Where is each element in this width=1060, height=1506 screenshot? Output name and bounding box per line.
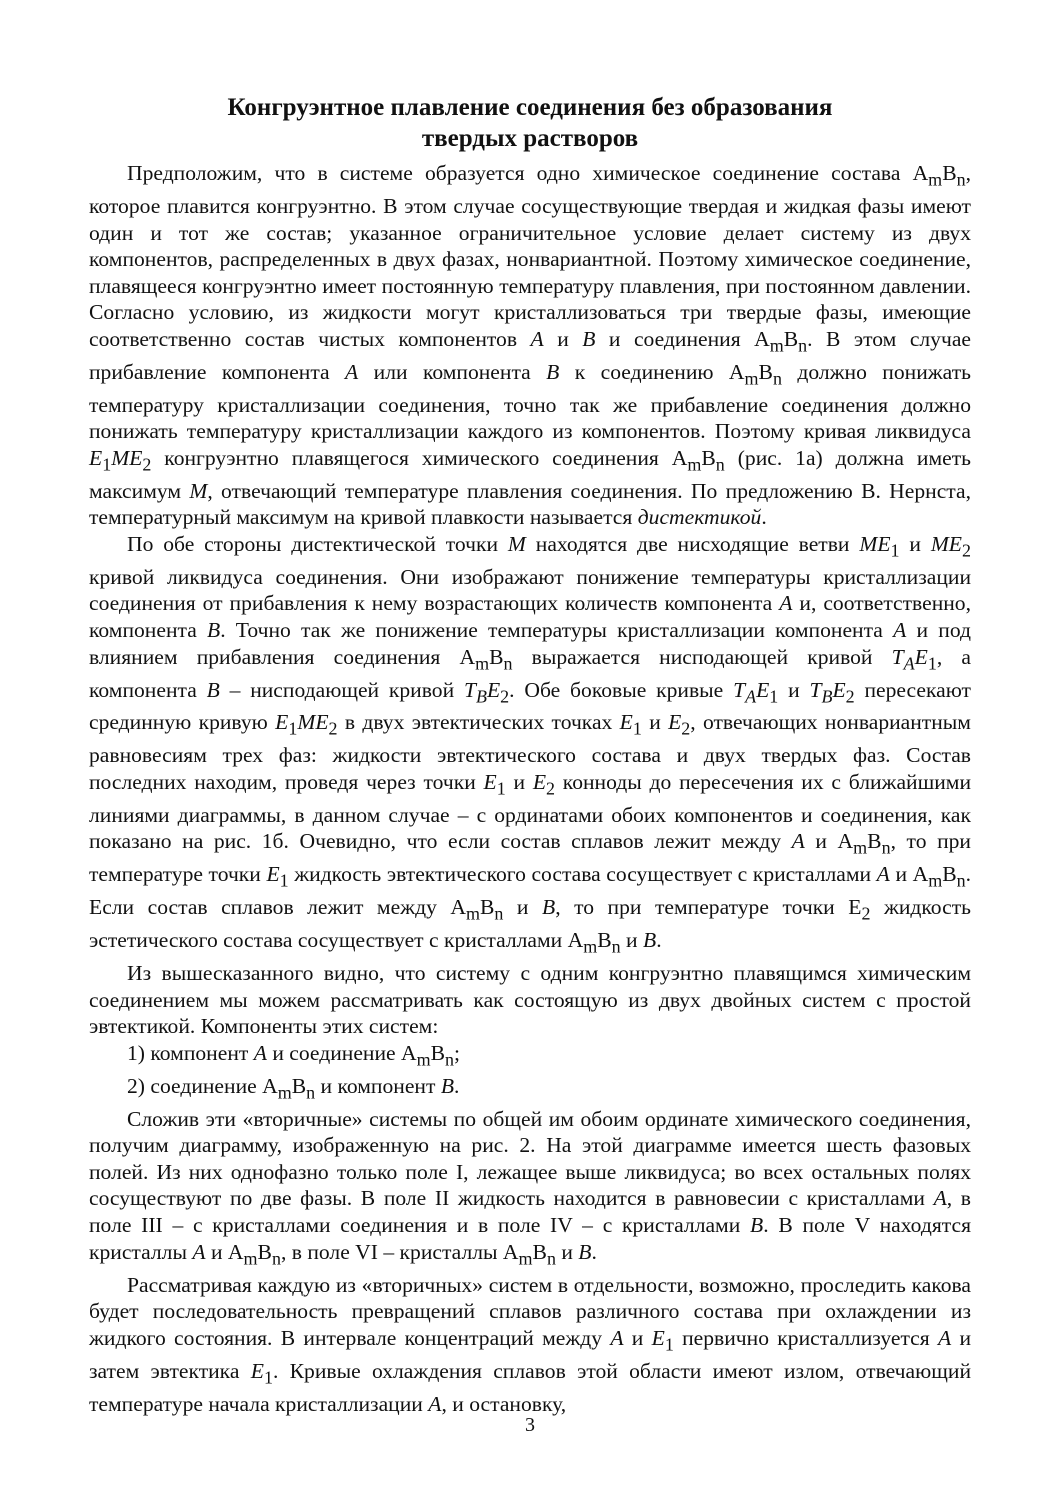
paragraph-two-systems: Из вышесказанного видно, что систему с одним конгруэнтно плавящимся химическим соединением мы можем рассматривать как состоящую из двух двойных систем с простой эвтектикой. Компоненты этих систем: — [89, 961, 971, 1039]
section-title-line-1: Конгруэнтное плавление соединения без образования — [227, 94, 833, 121]
paragraph-cooling-sequence: Рассматривая каждую из «вторичных» систем в отдельности, возможно, проследить какова будет последовательность превращений сплавов различного состава при охлаждении из жидкого состояния. В интервале концентраций между A и $E_1$ первично кристаллизуется A и затем эвтектика $E_1$. Кривые охлаждения сплавов этой области имеют излом, отвечающий температуре начала кристаллизации A, и остановку, — [89, 1272, 971, 1416]
section-title — [89, 92, 971, 154]
page-number: 3 — [525, 1414, 535, 1436]
paragraph-phase-fields: Сложив эти «вторичные» системы по общей им обоим ординате химического соединения, получим диаграмму, изображенную на рис. 2. На этой диаграмме имеется шесть фазовых полей. Из них однофазно только поле I, лежащее выше ликвидуса; во всех остальных полях сосуществуют по две фазы. В поле II жидкость находится в равновесии с кристаллами A, в поле III – с кристаллами соединения и в поле IV – с кристаллами B. В поле V находятся кристаллы A и $A_mB_n$, в поле VI – кристаллы $A_mB_n$ и B. — [89, 1106, 971, 1268]
list-item-2: 2) соединение $A_mB_n$ и компонент B. — [127, 1073, 460, 1103]
paragraph-distectic-branches: По обе стороны дистектической точки M находятся две нисходящие ветви $ME_1$ и $ME_2$ кривой ликвидуса соединения. Они изображают понижение температуры кристаллизации соединения от прибавления к нему возрастающих количеств компонента A и, соответственно, компонента B. Точно так же понижение температуры кристаллизации компонента A и под влиянием прибавления соединения $A_mB_n$ выражается нисподающей кривой $T_AE_1$, а компонента B – нисподающей кривой $T_BE_2$. Обе боковые кривые $T_AE_1$ и $T_BE_2$ пересекают срединную кривую $E_1ME_2$ в двух эвтектических точках $E_1$ и $E_2$, отвечающих нонвариантным равновесиям трех фаз: жидкости эвтектического состава и двух твердых фаз. Состав последних находим, проведя через точки $E_1$ и $E_2$ конноды до пересечения их с ближайшими линиями диаграммы, в данном случае – с ординатами обоих компонентов и соединения, как показано на рис. 1б. Очевидно, что если состав сплавов лежит между A и $A_mB_n$, то при температуре точки $E_1$ жидкость эвтектического состава сосуществует с кристаллами A и $A_mB_n$. Если состав сплавов лежит между $A_mB_n$ и B, то при температуре точки $E_2$ жидкость эстетического состава сосуществует с кристаллами $A_mB_n$ и B. — [89, 531, 972, 957]
document-page — [89, 92, 971, 1417]
paragraph-congruent-melting: Предположим, что в системе образуется одно химическое соединение состава $A_mB_n$, которое плавится конгруэнтно. В этом случае сосуществующие твердая и жидкая фазы имеют один и тот же состав; указанное ограничительное условие делает систему из двух компонентов, распределенных в двух фазах, нонвариантной. Поэтому химическое соединение, плавящееся конгруэнтно имеет постоянную температуру плавления, при постоянном давлении. Согласно условию, из жидкости могут кристаллизоваться три твердые фазы, имеющие соответственно состав чистых компонентов A и B и соединения $A_mB_n$. В этом случае прибавление компонента A или компонента B к соединению $A_mB_n$ должно понижать температуру кристаллизации соединения, точно так же прибавление соединения должно понижать температуру кристаллизации каждого из компонентов. Поэтому кривая ликвидуса $E_1ME_2$ конгруэнтно плавящегося химического соединения $A_mB_n$ (рис. 1а) должна иметь максимум M, отвечающий температуре плавления соединения. По предложению В. Нернста, температурный максимум на кривой плавкости называется дистектикой. — [89, 161, 972, 530]
list-item-1: 1) компонент A и соединение $A_mB_n$; — [127, 1040, 461, 1070]
section-title-line-2: твердых растворов — [421, 125, 639, 152]
